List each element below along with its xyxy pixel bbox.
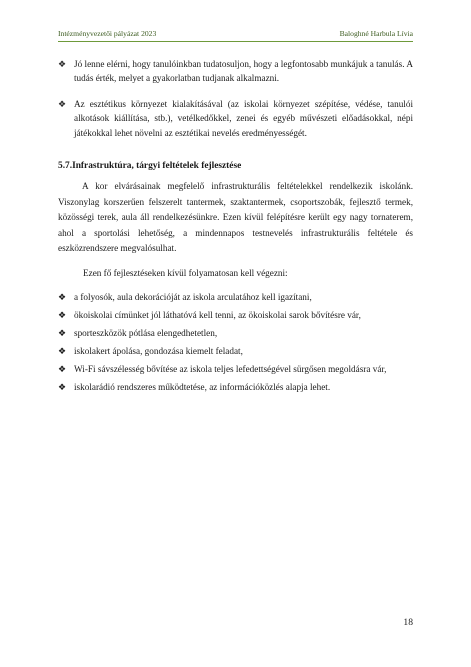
- page-number: 18: [403, 617, 413, 628]
- bullet-item: [58, 97, 413, 140]
- bullet-text: Jó lenne elérni, hogy tanulóinkban tudatosuljon, hogy a legfontosabb munkájuk a tanulás. A tudás érték, melyet a gyakorlatban tudjanak alkalmazni.: [74, 59, 413, 84]
- list-item-text: iskolakert ápolása, gondozása kiemelt feladat,: [74, 346, 243, 356]
- list-item-text: a folyosók, aula dekorációját az iskola arculatához kell igazítani,: [74, 292, 312, 302]
- diamond-bullet-icon: ❖: [58, 328, 67, 338]
- diamond-bullet-icon: ❖: [58, 310, 67, 320]
- header-author: Baloghné Harbula Lívia: [339, 29, 413, 38]
- header-title: Intézményvezetői pályázat 2023: [58, 29, 157, 38]
- list-item-text: iskolarádió rendszeres működtetése, az információközlés alapja lehet.: [74, 382, 331, 392]
- diamond-bullet-icon: ❖: [58, 99, 67, 109]
- page-header: [58, 29, 413, 42]
- list-item-text: ökoiskolai címünket jól láthatóvá kell tenni, az ökoiskolai sarok bővítésre vár,: [74, 310, 361, 320]
- diamond-bullet-icon: ❖: [58, 346, 67, 356]
- bullet-text: Az esztétikus környezet kialakításával (az iskolai környezet szépítése, védése, tanulói alkotások kiállítása, stb.), vetélkedőkkel, zenei és egyéb művészeti előadásokkal, népi játékokkal lehet növelni az esztétikai nevelés eredményességét.: [74, 99, 413, 138]
- section-paragraph: A kor elvárásainak megfelelő infrastrukturális feltételekkel rendelkezik iskolánk. Viszonylag korszerűen felszerelt tantermek, szaktantermek, csoportszobák, fejlesztő termek, közösségi terek, aula áll rendelkezésünkre. Ezen kívül felépítésre került egy nagy tornaterem, ahol a sportolási lehetőség, a mindennapos testnevelés infrastrukturális feltétele és eszközrendszere megvalósulhat.: [58, 181, 413, 254]
- list-intro: Ezen fő fejlesztéseken kívül folyamatosan kell végezni:: [83, 268, 288, 278]
- diamond-bullet-icon: ❖: [58, 382, 67, 392]
- section-heading: 5.7.Infrastruktúra, tárgyi feltételek fejlesztése: [58, 161, 242, 171]
- diamond-bullet-icon: ❖: [58, 292, 67, 302]
- bullet-item: [58, 57, 413, 86]
- diamond-bullet-icon: ❖: [58, 59, 67, 69]
- list-item-text: sporteszközök pótlása elengedhetetlen,: [74, 328, 218, 338]
- list-item-text: Wi-Fi sávszélesség bővítése az iskola teljes lefedettségével sürgősen megoldásra vár,: [74, 364, 387, 374]
- diamond-bullet-icon: ❖: [58, 364, 67, 374]
